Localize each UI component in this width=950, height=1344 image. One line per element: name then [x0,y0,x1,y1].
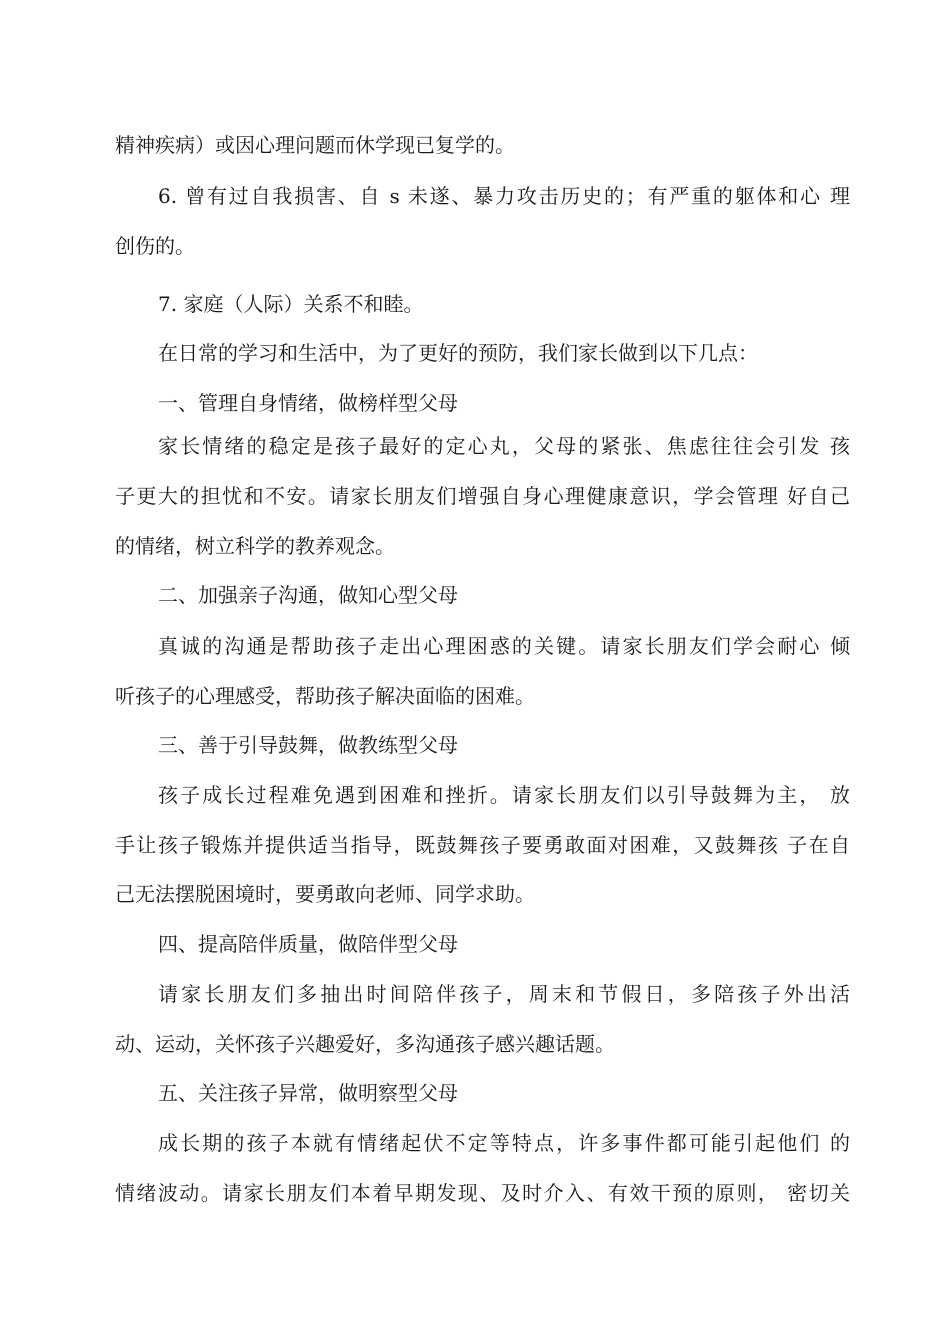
paragraph-line: 情绪波动。请家长朋友们本着早期发现、及时介入、有效干预的原则， 密切关 [115,1181,850,1205]
paragraph-line: 精神疾病）或因心理问题而休学现已复学的。 [115,133,515,157]
paragraph-line: 家长情绪的稳定是孩子最好的定心丸，父母的紧张、焦虑往往会引发 孩 [158,434,850,458]
section-heading-4: 四、提高陪伴质量，做陪伴型父母 [158,932,458,956]
paragraph-line: 成长期的孩子本就有情绪起伏不定等特点，许多事件都可能引起他们 的 [158,1131,850,1155]
paragraph-line: 请家长朋友们多抽出时间陪伴孩子，周末和节假日，多陪孩子外出活 [158,982,850,1006]
paragraph-line: 子更大的担忧和不安。请家长朋友们增强自身心理健康意识，学会管理 好自己 [115,484,850,508]
list-item-7: 7. 家庭（人际）关系不和睦。 [158,292,424,316]
paragraph-line: 己无法摆脱困境时，要勇敢向老师、同学求助。 [115,882,535,906]
section-heading-2: 二、加强亲子沟通，做知心型父母 [158,583,458,607]
section-heading-5: 五、关注孩子异常，做明察型父母 [158,1081,458,1105]
paragraph-line: 听孩子的心理感受，帮助孩子解决面临的困难。 [115,684,535,708]
paragraph-line: 孩子成长过程难免遇到困难和挫折。请家长朋友们以引导鼓舞为主， 放 [158,783,850,807]
paragraph-line: 手让孩子锻炼并提供适当指导，既鼓舞孩子要勇敢面对困难，又鼓舞孩 子在自 [115,833,850,857]
paragraph-line: 动、运动，关怀孩子兴趣爱好，多沟通孩子感兴趣话题。 [115,1032,615,1056]
paragraph-line: 的情绪，树立科学的教养观念。 [115,534,395,558]
paragraph-intro: 在日常的学习和生活中，为了更好的预防，我们家长做到以下几点： [158,341,758,365]
section-heading-1: 一、管理自身情绪，做榜样型父母 [158,391,458,415]
paragraph-line: 真诚的沟通是帮助孩子走出心理困惑的关键。请家长朋友们学会耐心 倾 [158,634,850,658]
paragraph-line: 创伤的。 [115,234,195,258]
section-heading-3: 三、善于引导鼓舞，做教练型父母 [158,733,458,757]
list-item-6: 6. 曾有过自我损害、自 s 未遂、暴力攻击历史的；有严重的躯体和心 理 [158,184,850,208]
